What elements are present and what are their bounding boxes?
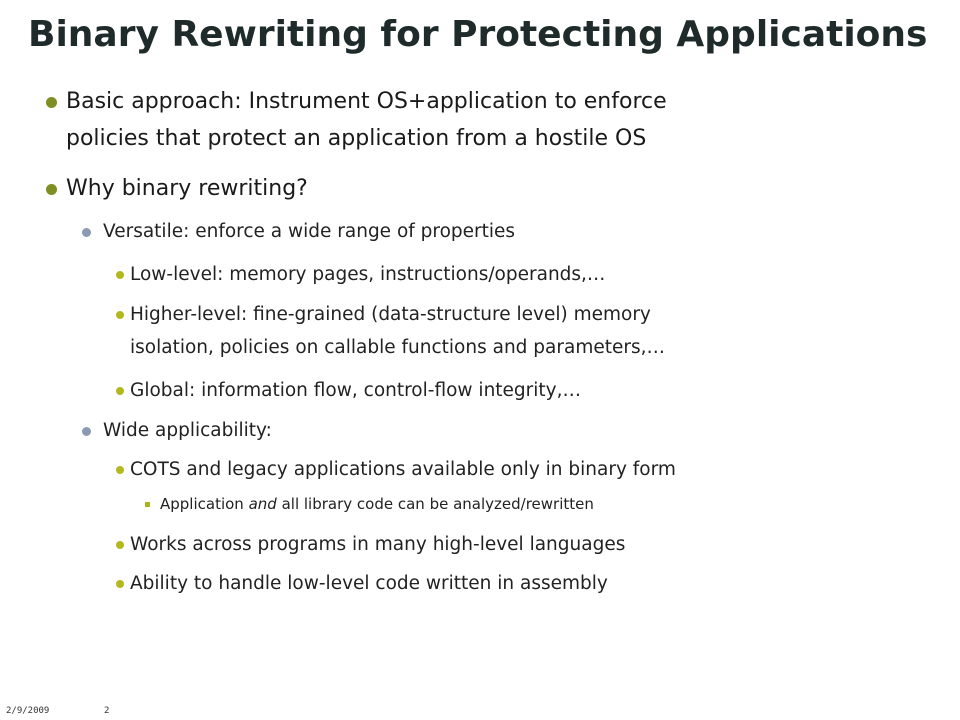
- bullet-text: Works across programs in many high-level languages: [130, 534, 626, 555]
- bullet-text: Ability to handle low-level code written in assembly: [130, 573, 608, 594]
- bullet-item-basic-approach-cont: [66, 120, 646, 158]
- bullet-text: COTS and legacy applications available only in binary form: [130, 459, 676, 480]
- bullet-text: Low-level: memory pages, instructions/operands,…: [130, 264, 606, 285]
- bullet-item-global: [130, 376, 581, 406]
- bullet-item-versatile: [103, 217, 515, 247]
- bullet-item-cots: [130, 455, 676, 485]
- bullet-text: policies that protect an application from a hostile OS: [66, 126, 647, 151]
- bullet-dot: [116, 580, 124, 588]
- square-bullet: [145, 502, 150, 507]
- bullet-text-post: all library code can be analyzed/rewritten: [276, 495, 594, 513]
- bullet-text: Global: information flow, control-flow integrity,…: [130, 380, 582, 401]
- bullet-item-works-across: [130, 530, 625, 560]
- bullet-dot: [82, 427, 91, 436]
- bullet-text-emphasis: and: [248, 495, 277, 513]
- bullet-text: Wide applicability:: [103, 420, 272, 441]
- bullet-dot: [46, 184, 57, 195]
- bullet-text: Basic approach: Instrument OS+application to enforce: [66, 89, 667, 114]
- slide-footer: [6, 706, 110, 716]
- bullet-item-higher-level-cont: [130, 333, 665, 363]
- bullet-text: Higher-level: fine-grained (data-structure level) memory: [130, 304, 651, 325]
- bullet-text-pre: Application: [160, 495, 249, 513]
- bullet-item-application-library: [160, 492, 594, 516]
- bullet-dot: [116, 541, 124, 549]
- bullet-item-basic-approach: [66, 83, 667, 121]
- slide-title: Binary Rewriting for Protecting Applications: [28, 14, 928, 55]
- bullet-text: Versatile: enforce a wide range of properties: [103, 221, 516, 242]
- bullet-dot: [116, 466, 124, 474]
- bullet-dot: [116, 311, 124, 319]
- bullet-dot: [46, 97, 57, 108]
- bullet-item-why-binary-rewriting: [66, 170, 308, 208]
- bullet-text: isolation, policies on callable functions and parameters,…: [130, 337, 665, 358]
- footer-page-number: 2: [104, 706, 110, 716]
- bullet-text: Why binary rewriting?: [66, 176, 308, 201]
- bullet-item-higher-level: [130, 300, 651, 330]
- bullet-item-low-level: [130, 260, 605, 290]
- bullet-dot: [82, 228, 91, 237]
- footer-date: 2/9/2009: [6, 706, 50, 716]
- bullet-item-assembly: [130, 569, 608, 599]
- bullet-item-wide-applicability: [103, 416, 272, 446]
- bullet-dot: [116, 271, 124, 279]
- bullet-dot: [116, 387, 124, 395]
